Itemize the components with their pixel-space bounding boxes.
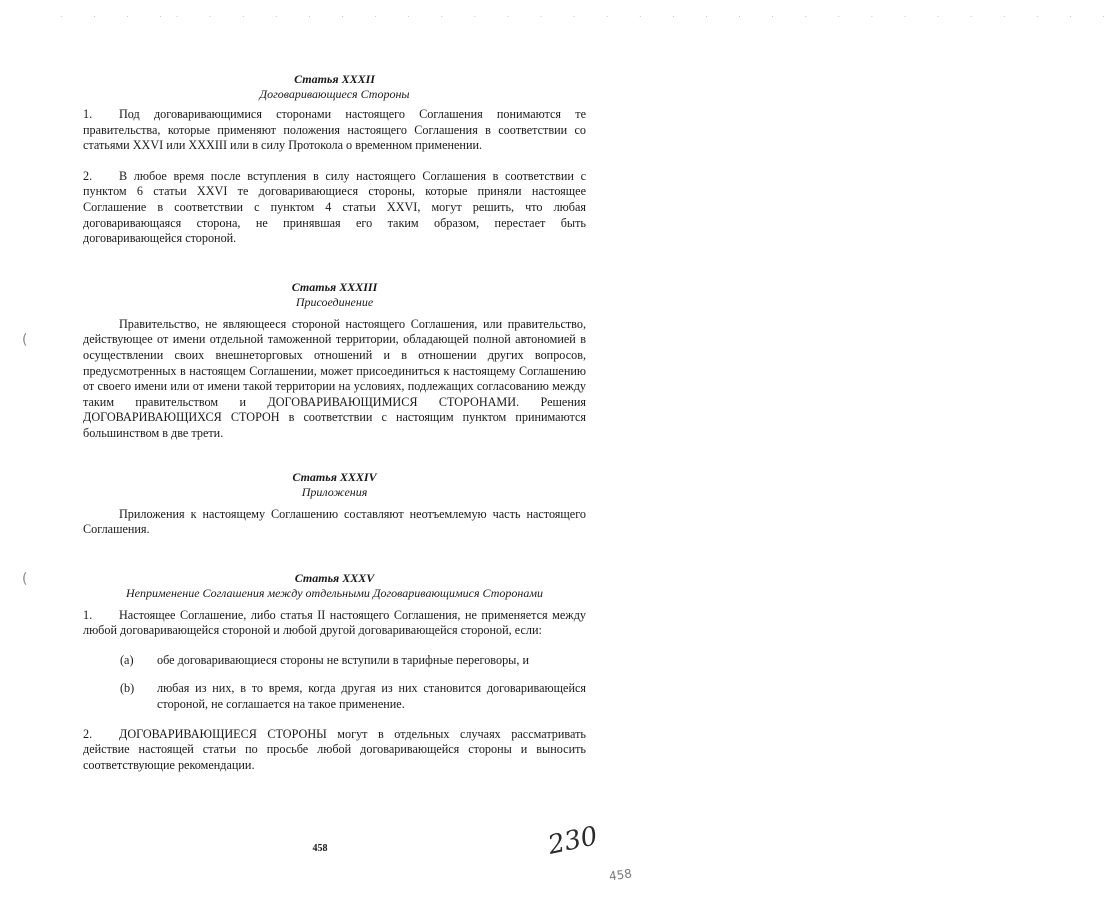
scan-artifact-dots: . . . .. . . . . . . . . . . . . . . . . . . . . . . . . . . . . (60, 10, 1119, 19)
paragraph-text: ДОГОВАРИВАЮЩИЕСЯ СТОРОНЫ могут в отдельных случаях рассматривать действие настоящей статьи по просьбе любой договаривающейся стороны и выносить соответствующие рекомендации. (83, 726, 586, 772)
paragraph-number: 1. (83, 107, 93, 121)
article-34-subtitle: Приложения (301, 484, 368, 499)
article-33-title: Статья XXXIII (291, 279, 378, 294)
article-33-subtitle: Присоединение (295, 294, 374, 309)
article-32-paragraph-1 (83, 107, 586, 154)
paragraph-text: Настоящее Соглашение, либо статья II настоящего Соглашения, не применяется между любой договаривающейся стороной и любой другой договаривающейся стороной, если: (83, 607, 586, 638)
document-body (83, 72, 586, 773)
paragraph-text: В любое время после вступления в силу настоящего Соглашения в соответствии с пунктом 6 статьи XXVI те договаривающиеся стороны, которые приняли настоящее Соглашение в соответствии с пунктом 4 статьи XXVI, могут решить, что любая договаривающаяся сторона, не принявшая его таким образом, перестает быть договаривающейся стороной. (83, 168, 586, 246)
article-35-subtitle: Неприменение Соглашения между отдельными Договаривающимися Сторонами (126, 585, 543, 600)
handwritten-page-number: 230 (545, 821, 601, 861)
article-35-item-a (83, 653, 586, 669)
paragraph-number: 1. (83, 607, 93, 622)
paragraph-text: Под договаривающимися сторонами настоящего Соглашения понимаются те правительства, которые применяют положения настоящего Соглашения в соответствии со статьями XXVI или XXXIII или в силу Протокола о временном применении. (83, 107, 586, 153)
article-34 (83, 470, 586, 538)
article-32-subtitle: Договаривающиеся Стороны (259, 87, 410, 101)
paragraph-number: 2. (83, 726, 93, 741)
paragraph-number: 2. (83, 168, 93, 183)
margin-mark-2: ( (22, 571, 28, 587)
item-text: любая из них, в то время, когда другая из них становится договаривающейся стороной, не соглашается на такое применение. (157, 681, 586, 712)
article-35-paragraph-1 (83, 608, 586, 639)
article-35-paragraph-2 (83, 727, 586, 774)
article-33 (83, 280, 586, 442)
article-35-title: Статья XXXV (294, 570, 375, 585)
article-32-title: Статья XXXII (294, 72, 375, 86)
article-32-paragraph-2 (83, 169, 586, 247)
margin-mark-1: ( (22, 332, 28, 348)
page-number: 458 (312, 843, 328, 854)
article-35-item-b (83, 681, 586, 712)
article-35 (83, 571, 586, 774)
item-label: (b) (120, 681, 135, 696)
item-text: обе договаривающиеся стороны не вступили в тарифные переговоры, и (157, 652, 529, 667)
item-label: (a) (120, 652, 134, 667)
article-34-paragraph: Приложения к настоящему Соглашению составляют неотъемлемую часть настоящего Соглашения. (83, 506, 586, 537)
article-34-title: Статья XXXIV (292, 469, 377, 484)
article-33-paragraph: Правительство, не являющееся стороной настоящего Соглашения, или правительство, действующее от имени отдельной таможенной территории, обладающей полной автономией в осуществлении своих внешнеторговых отношений и в отношении других вопросов, предусмотренных в настоящем Соглашении, может присоединиться к настоящему Соглашению от своего имени или от имени такой территории на условиях, подлежащих согласованию между таким правительством и ДОГОВАРИВАЮЩИМИСЯ СТОРОНАМИ. Решения ДОГОВАРИВАЮЩИХСЯ СТОРОН в соответствии с настоящим пунктом принимаются большинством в две трети. (83, 316, 586, 440)
corner-stamp-number: 458 (608, 866, 633, 884)
article-32 (83, 72, 586, 247)
